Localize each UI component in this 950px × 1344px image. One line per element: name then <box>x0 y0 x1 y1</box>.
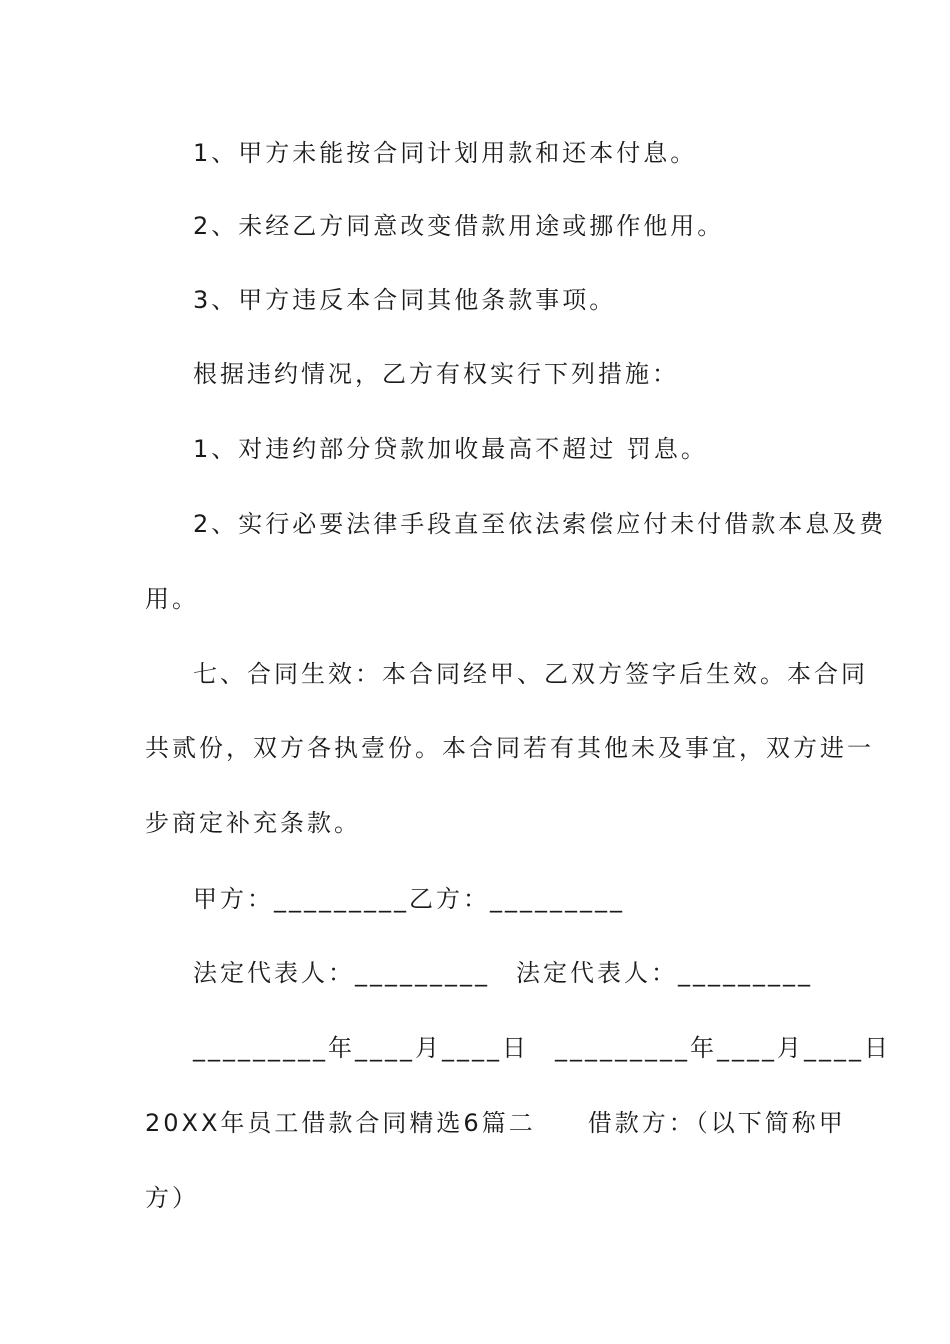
clause-breach-2: 2、未经乙方同意改变借款用途或挪作他用。 <box>193 212 725 240</box>
effectiveness-clause: 七、合同生效：本合同经甲、乙双方签字后生效。本合同 <box>193 660 868 688</box>
date-left: _________年____月____日 <box>193 1034 529 1062</box>
remedies-intro: 根据违约情况，乙方有权实行下列措施： <box>193 360 679 388</box>
remedy-2: 2、实行必要法律手段直至依法索偿应付未付借款本息及费 <box>193 510 887 538</box>
section-title: 20XX年员工借款合同精选6篇二 <box>145 1109 536 1137</box>
signature-representatives <box>193 958 813 988</box>
remedy-2-continued: 用。 <box>145 585 199 613</box>
clause-breach-1: 1、甲方未能按合同计划用款和还本付息。 <box>193 139 698 167</box>
rep-left: 法定代表人：_________ <box>193 959 490 987</box>
signature-dates <box>193 1033 891 1063</box>
effectiveness-clause-line-2: 共贰份，双方各执壹份。本合同若有其他未及事宜，双方进一 <box>145 734 874 762</box>
borrower-label-continued: 方） <box>145 1184 199 1212</box>
next-section-heading <box>145 1108 846 1138</box>
borrower-label: 借款方：（以下简称甲 <box>587 1109 846 1137</box>
effectiveness-clause-line-3: 步商定补充条款。 <box>145 809 361 837</box>
signature-parties: 甲方：_________乙方：_________ <box>193 885 625 913</box>
rep-right: 法定代表人：_________ <box>516 959 813 987</box>
date-right: _________年____月____日 <box>555 1034 891 1062</box>
remedy-1: 1、对违约部分贷款加收最高不超过 罚息。 <box>193 435 708 463</box>
clause-breach-3: 3、甲方违反本合同其他条款事项。 <box>193 286 617 314</box>
